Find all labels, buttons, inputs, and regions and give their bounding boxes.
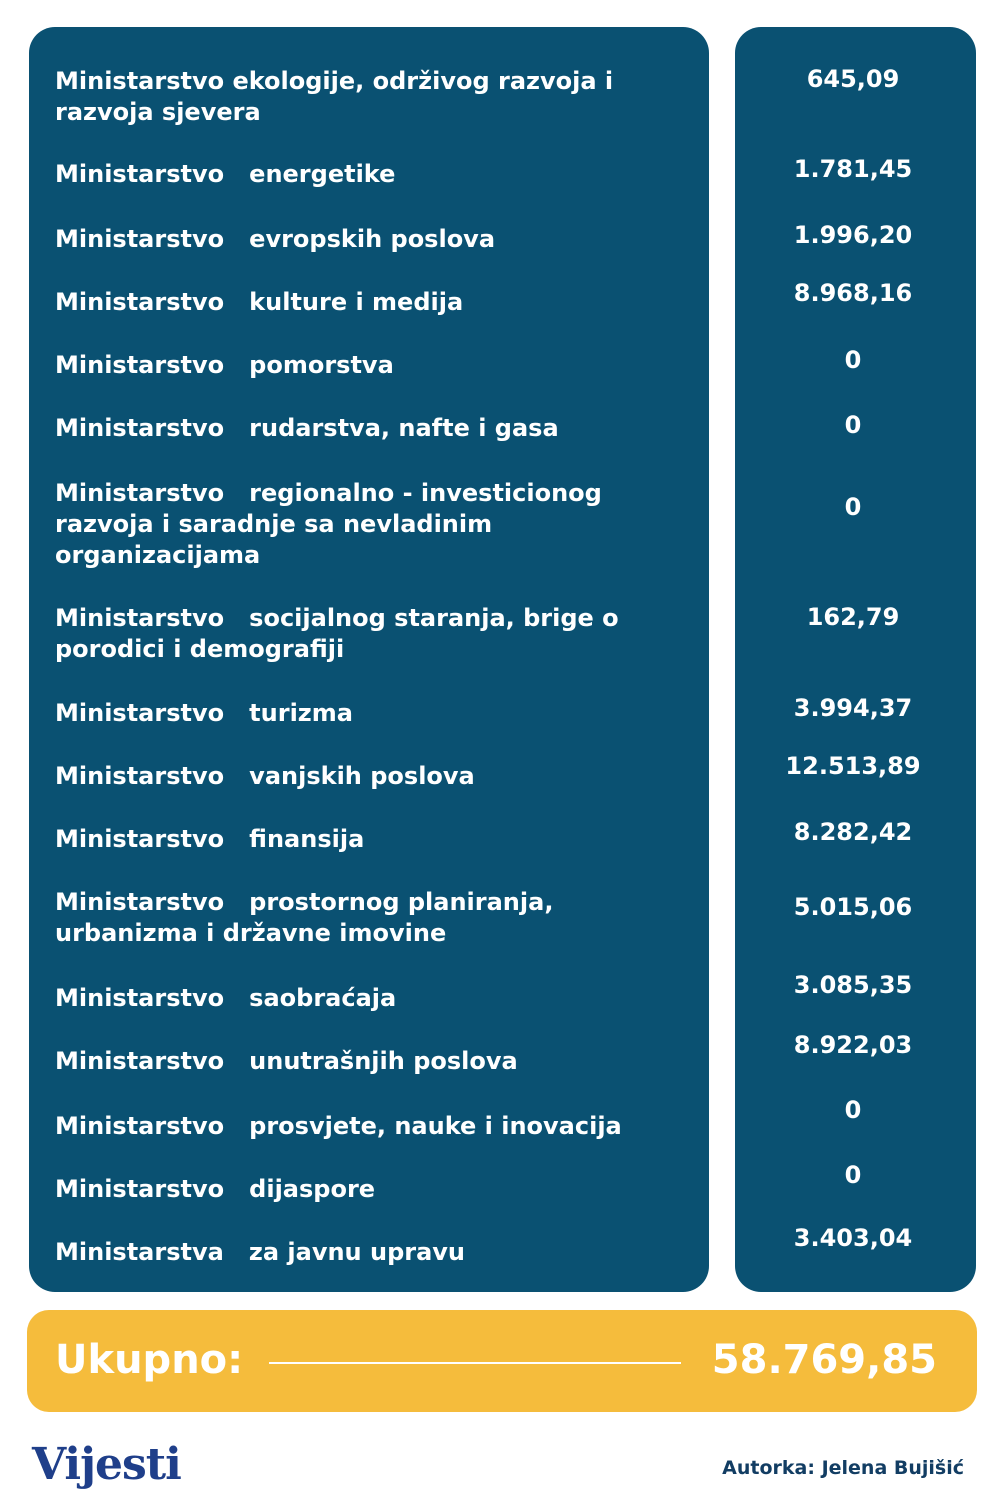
ministry-amount: 3.994,37 bbox=[793, 694, 913, 722]
ministry-name: Ministarstvo rudarstva, nafte i gasa bbox=[55, 414, 559, 442]
ministry-name: Ministarstvo finansija bbox=[55, 825, 365, 853]
ministry-name: Ministarstvo dijaspore bbox=[55, 1175, 376, 1203]
ministry-amount: 162,79 bbox=[806, 603, 900, 631]
ministry-amount: 0 bbox=[844, 411, 862, 439]
ministry-amount: 0 bbox=[844, 1096, 862, 1124]
total-label: Ukupno: bbox=[55, 1337, 244, 1383]
ministry-name: Ministarstvo energetike bbox=[55, 160, 396, 188]
ministry-amount: 0 bbox=[844, 1161, 862, 1189]
ministry-name: Ministarstvo prosvjete, nauke i inovacija bbox=[55, 1112, 622, 1140]
ministry-name: Ministarstvo turizma bbox=[55, 699, 353, 727]
ministry-name: Ministarstvo pomorstva bbox=[55, 351, 394, 379]
ministry-name: Ministarstvo prostornog planiranja, urbanizma i državne imovine bbox=[55, 888, 554, 947]
ministry-name: Ministarstva za javnu upravu bbox=[55, 1238, 466, 1266]
author-credit: Autorka: Jelena Bujišić bbox=[722, 1457, 964, 1479]
total-value: 58.769,85 bbox=[711, 1337, 937, 1383]
ministry-amount: 3.085,35 bbox=[793, 971, 913, 999]
ministry-amount: 8.968,16 bbox=[793, 279, 913, 307]
ministry-name: Ministarstvo unutrašnjih poslova bbox=[55, 1047, 518, 1075]
ministry-amount: 0 bbox=[844, 493, 862, 521]
ministry-amount: 3.403,04 bbox=[793, 1224, 913, 1252]
ministry-name: Ministarstvo ekologije, održivog razvoja i razvoja sjevera bbox=[55, 67, 614, 126]
ministry-amount: 1.781,45 bbox=[793, 155, 913, 183]
ministry-name: Ministarstvo vanjskih poslova bbox=[55, 762, 475, 790]
ministry-amount: 8.922,03 bbox=[793, 1031, 913, 1059]
ministry-amount: 645,09 bbox=[806, 65, 900, 93]
ministry-amount: 8.282,42 bbox=[793, 818, 913, 846]
total-bar bbox=[27, 1310, 977, 1412]
ministry-name: Ministarstvo evropskih poslova bbox=[55, 225, 496, 253]
ministry-name: Ministarstvo socijalnog staranja, brige o porodici i demografiji bbox=[55, 604, 619, 663]
ministry-amount: 5.015,06 bbox=[793, 893, 913, 921]
total-divider bbox=[269, 1362, 681, 1364]
ministry-name: Ministarstvo saobraćaja bbox=[55, 984, 397, 1012]
ministry-name: Ministarstvo kulture i medija bbox=[55, 288, 464, 316]
ministry-amount: 12.513,89 bbox=[785, 752, 921, 780]
vijesti-logo: Vijesti bbox=[32, 1439, 181, 1490]
ministry-name: Ministarstvo regionalno - investicionog razvoja i saradnje sa nevladinim organizacijama bbox=[55, 479, 602, 569]
ministry-amount: 0 bbox=[844, 346, 862, 374]
ministry-amount: 1.996,20 bbox=[793, 221, 913, 249]
